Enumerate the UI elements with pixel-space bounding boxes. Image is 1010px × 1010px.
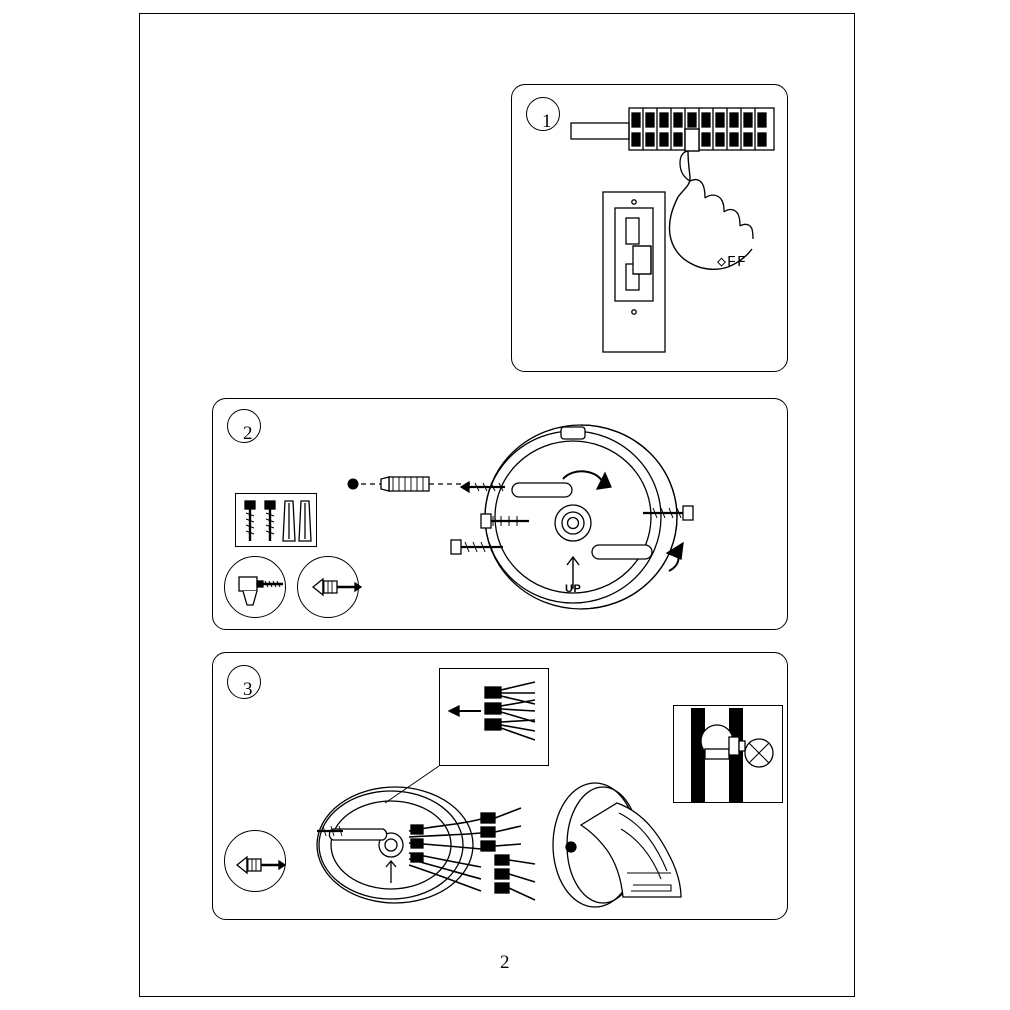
step-3-panel [212,652,788,920]
step-1-panel [511,84,788,372]
step-3-illustration [213,653,789,921]
breaker-off-label: ◇FF [717,254,748,271]
page-number: 2 [500,952,510,973]
step-3-number: 3 [243,679,253,700]
step-2-number: 2 [243,423,253,444]
step-1-number: 1 [542,111,552,132]
step-2-panel [212,398,788,630]
step-1-illustration [512,85,789,373]
up-orientation-label: UP [565,583,582,595]
step-2-illustration [213,399,789,631]
